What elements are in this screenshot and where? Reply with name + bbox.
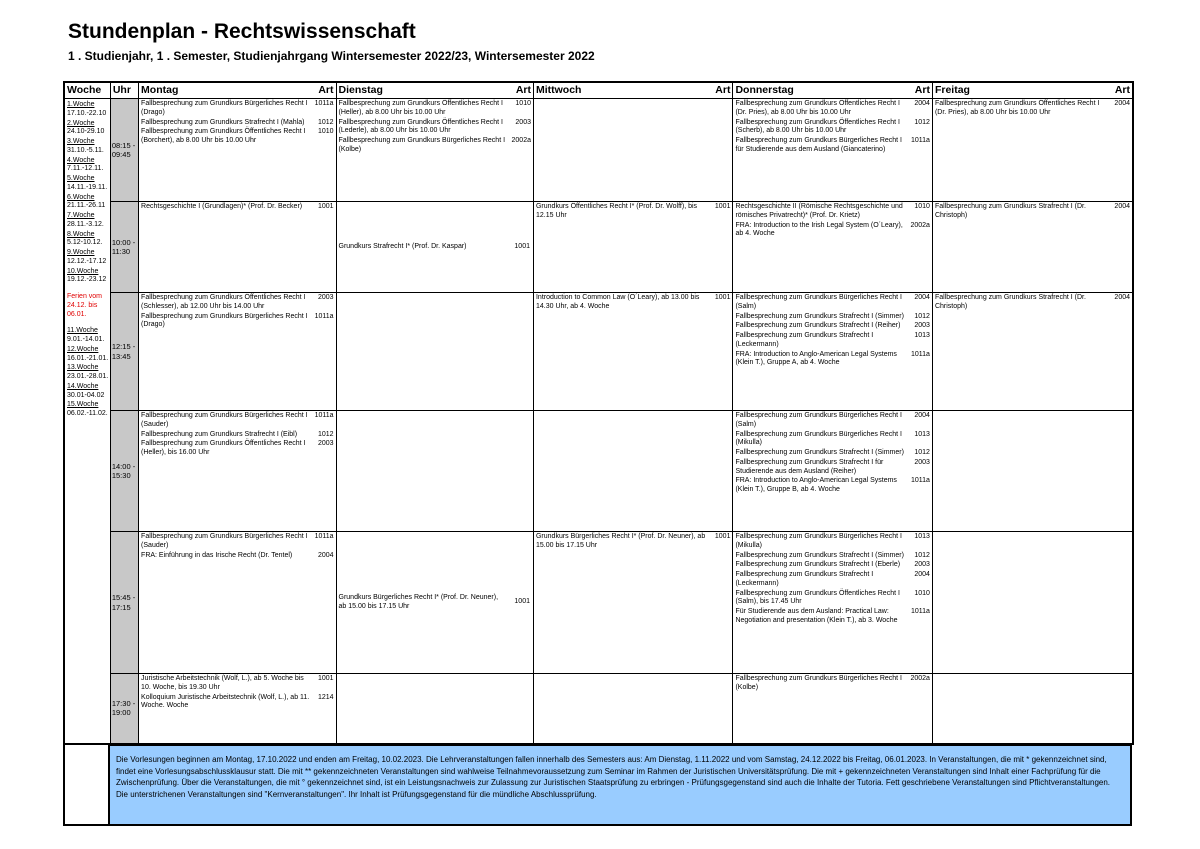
col-art: Art — [308, 82, 336, 99]
week-item — [67, 138, 109, 156]
time-slot-row — [64, 674, 1133, 744]
course-entry — [735, 552, 929, 561]
mittwoch-cell — [533, 202, 732, 293]
freitag-cell — [932, 411, 1133, 532]
montag-cell — [139, 99, 336, 202]
room-code: 1011a — [911, 350, 930, 358]
dienstag-cell — [336, 411, 533, 532]
week-label: 12.Woche — [67, 345, 99, 353]
room-code: 2003 — [914, 322, 930, 330]
course-entry — [735, 608, 929, 626]
time-cell: 12:15 - 13:45 — [110, 293, 138, 411]
course-entry — [141, 119, 333, 128]
week-label: 6.Woche — [67, 193, 95, 201]
donnerstag-cell — [733, 202, 932, 293]
col-art: Art — [902, 82, 932, 99]
course-text: Rechtsgeschichte II (Römische Rechtsgeschichte und römisches Privatrecht)* (Prof. Dr. Krietz) — [735, 203, 903, 219]
course-entry — [735, 431, 929, 449]
course-text: FRA: Introduction to the Irish Legal System (O´Leary), ab 4. Woche — [735, 221, 903, 238]
course-entry — [141, 675, 333, 693]
dienstag-art-cell — [505, 532, 533, 674]
course-text: Fallbesprechung zum Grundkurs Strafrecht I (Reiher) — [735, 322, 901, 330]
room-code: 2004 — [914, 294, 930, 302]
dienstag-cell — [336, 202, 505, 293]
donnerstag-cell — [733, 532, 932, 674]
col-donnerstag: Donnerstag — [733, 82, 902, 99]
col-art: Art — [505, 82, 533, 99]
course-text: Fallbesprechung zum Grundkurs Bürgerliches Recht I (Drago) — [141, 312, 308, 329]
course-text: Fallbesprechung zum Grundkurs Bürgerliches Recht I (Mikulla) — [735, 430, 902, 447]
room-code: 2003 — [317, 294, 334, 302]
donnerstag-cell — [733, 99, 932, 202]
room-code: 1012 — [317, 118, 334, 126]
week-item — [67, 401, 109, 419]
room-code: 2004 — [914, 571, 930, 579]
week-item — [67, 120, 109, 138]
course-text: Für Studierende aus dem Ausland: Practical Law: Negotiation and presentation (Klein T.), ab 3. Woche — [735, 608, 898, 624]
course-entry — [141, 100, 333, 118]
course-entry — [735, 313, 929, 322]
course-text: Fallbesprechung zum Grundkurs Öffentliches Recht I (Schlesser), ab 12.00 Uhr bis 14.00 Uhr — [141, 294, 306, 310]
course-text: Grundkurs Öffentliches Recht I* (Prof. Dr. Wolff), bis 12.15 Uhr — [535, 203, 698, 219]
week-dates: 16.01.-21.01. — [67, 354, 109, 362]
course-text: Fallbesprechung zum Grundkurs Öffentliches Recht I (Scherb), ab 8.00 Uhr bis 10.00 Uhr — [735, 118, 900, 135]
dienstag-art-cell — [505, 202, 533, 293]
week-dates: 28.11.-3.12. — [67, 220, 104, 228]
montag-cell — [139, 293, 336, 411]
course-entry: Grundkurs Strafrecht I* (Prof. Dr. Kaspar) — [338, 242, 467, 250]
room-code: 1011a — [314, 533, 334, 541]
course-text: Fallbesprechung zum Grundkurs Öffentliches Recht I (Lederle), ab 8.00 Uhr bis 10.00 Uhr — [338, 118, 503, 135]
course-text: Fallbesprechung zum Grundkurs Öffentliches Recht I (Borchert), ab 8.00 Uhr bis 10.00 Uhr — [141, 128, 306, 145]
week-item — [67, 194, 109, 212]
time-slot-row — [64, 202, 1133, 293]
week-item — [67, 268, 109, 286]
course-entry — [141, 294, 333, 312]
week-label: 11.Woche — [67, 327, 98, 335]
course-text: Grundkurs Bürgerliches Recht I* (Prof. Dr. Neuner), ab 15.00 bis 17.15 Uhr — [535, 533, 706, 549]
course-entry — [141, 431, 333, 440]
room-code: 1013 — [914, 533, 930, 541]
course-text: Fallbesprechung zum Grundkurs Öffentliches Recht I (Dr. Pries), ab 8.00 Uhr bis 10.00 Uhr — [934, 100, 1100, 116]
room-code: 1012 — [317, 430, 334, 438]
room-code: 2003 — [914, 458, 930, 466]
week-label: 8.Woche — [67, 230, 95, 238]
course-entry — [735, 203, 929, 221]
holiday-note: Ferien vom 24.12. bis 06.01. — [67, 293, 103, 318]
course-text: FRA: Einführung in das Irische Recht (Dr. Tentel) — [141, 551, 293, 559]
course-entry — [735, 533, 929, 551]
room-code: 1010 — [914, 203, 930, 211]
course-text: Rechtsgeschichte I (Grundlagen)* (Prof. Dr. Becker) — [141, 203, 303, 211]
course-entry — [735, 561, 929, 570]
room-code: 2002a — [511, 137, 531, 145]
course-text: FRA: Introduction to Anglo-American Legal Systems (Klein T.), Gruppe B, ab 4. Woche — [735, 477, 897, 494]
timetable — [63, 81, 1134, 745]
room-code: 1001 — [714, 533, 731, 541]
course-entry — [141, 440, 333, 458]
course-text: Fallbesprechung zum Grundkurs Bürgerliches Recht I (Salm) — [735, 412, 902, 428]
week-dates: 12.12.-17.12 — [67, 257, 107, 265]
mittwoch-cell — [533, 674, 732, 744]
room-code: 2004 — [1114, 294, 1130, 302]
week-label: 14.Woche — [67, 382, 99, 390]
course-text: Fallbesprechung zum Grundkurs Bürgerliches Recht I (Mikulla) — [735, 533, 902, 549]
week-label: 9.Woche — [67, 249, 95, 257]
course-text: Fallbesprechung zum Grundkurs Bürgerliches Recht I (Sauder) — [141, 533, 308, 549]
course-text: Fallbesprechung zum Grundkurs Bürgerliches Recht I (Drago) — [141, 100, 308, 116]
room-code: 1001 — [714, 294, 731, 302]
week-label: 7.Woche — [67, 212, 95, 220]
room-code: 2003 — [317, 440, 334, 448]
course-text: Fallbesprechung zum Grundkurs Strafrecht I (Mahla) — [141, 118, 305, 126]
course-text: Fallbesprechung zum Grundkurs Bürgerliches Recht I (Sauder) — [141, 412, 308, 428]
course-entry — [735, 294, 929, 312]
course-text: Fallbesprechung zum Grundkurs Strafrecht I (Leckermann) — [735, 571, 874, 587]
col-dienstag: Dienstag — [336, 82, 505, 99]
course-entry — [735, 351, 929, 369]
room-code: 1012 — [914, 449, 930, 457]
mittwoch-cell — [533, 99, 732, 202]
course-text: Fallbesprechung zum Grundkurs Strafrecht I (Leckermann) — [735, 332, 874, 348]
col-montag: Montag — [139, 82, 308, 99]
time-slot-row — [64, 99, 1133, 202]
course-text: Fallbesprechung zum Grundkurs Öffentliches Recht I (Heller), ab 8.00 Uhr bis 10.00 Uhr — [338, 100, 503, 116]
course-entry — [536, 294, 730, 312]
week-dates: 31.10.-5.11. — [67, 146, 104, 154]
footer-note: Die Vorlesungen beginnen am Montag, 17.10.2022 und enden am Freitag, 10.02.2023. Die Lehrveranstaltungen fallen innerhalb des Semesters aus: Am Dienstag, 1.11.2022 und vom Samstag, 24.12.2022 bis Freitag, 06.01.2023. In Veranstaltungen, die mit * gekennzeichnet sind, findet eine Vorlesungsabschlussklausur statt. Die mit ** gekennzeichneten Veranstaltungen sind wahlweise Teilnahmevoraussetzung zum Seminar im Rahmen der Juristischen Universitätsprüfung. Die mit + gekennzeichneten Veranstaltungen sind Inhalt einer Fachprüfung für die Zwischenprüfung. Über die Veranstaltungen, die mit ° gekennzeichnet sind, ist ein Leistungsnachweis zur Zulassung zur Juristischen Staatsprüfung zu erbringen - Prüfungsgegenstand sind auch die Inhalte der Tutoria. Fett geschriebene Veranstaltungen sind Pflichtveranstaltungen. Die unterstrichenen Veranstaltungen sind "Kernveranstaltungen". Ihr Inhalt ist Prüfungsgegenstand für die mündliche Abschlussprüfung. — [108, 744, 1132, 826]
course-entry — [735, 137, 929, 155]
room-code: 1013 — [914, 332, 930, 340]
footer-spacer — [63, 744, 109, 826]
course-text: Fallbesprechung zum Grundkurs Bürgerliches Recht I (Salm) — [735, 294, 902, 310]
room-code: 1013 — [914, 430, 930, 438]
week-dates: 21.11.-26.11 — [67, 202, 106, 210]
col-mittwoch: Mittwoch — [533, 82, 702, 99]
time-slot-row — [64, 293, 1133, 411]
col-freitag: Freitag — [932, 82, 1103, 99]
course-entry — [141, 694, 333, 712]
time-cell: 14:00 - 15:30 — [110, 411, 138, 532]
course-entry — [735, 449, 929, 458]
montag-cell — [139, 411, 336, 532]
course-text: Fallbesprechung zum Grundkurs Strafrecht I (Simmer) — [735, 312, 904, 320]
course-text: Fallbesprechung zum Grundkurs Strafrecht I für Studierende aus dem Ausland (Reiher) — [735, 458, 884, 475]
header-row — [64, 82, 1133, 99]
course-entry — [536, 203, 730, 221]
course-entry — [735, 459, 929, 477]
course-entry — [735, 119, 929, 137]
room-code: 1001 — [317, 203, 334, 211]
room-code: 1011a — [314, 312, 334, 320]
course-text: Fallbesprechung zum Grundkurs Öffentliches Recht I (Heller), bis 16.00 Uhr — [141, 440, 306, 457]
freitag-cell — [932, 202, 1133, 293]
room-code: 1001 — [714, 203, 731, 211]
room-code: 1010 — [317, 128, 334, 136]
time-cell: 08:15 - 09:45 — [110, 99, 138, 202]
course-entry — [735, 100, 929, 118]
room-code: 2004 — [914, 412, 930, 420]
week-label: 13.Woche — [67, 364, 99, 372]
room-code: 2002a — [910, 675, 930, 683]
course-text: Fallbesprechung zum Grundkurs Strafrecht I (Simmer) — [735, 551, 904, 559]
room-code: 1011a — [314, 412, 334, 420]
course-text: Introduction to Common Law (O´Leary), ab 13.00 bis 14.30 Uhr, ab 4. Woche — [535, 294, 700, 310]
dienstag-cell — [336, 674, 533, 744]
course-entry — [141, 552, 333, 561]
donnerstag-cell — [733, 411, 932, 532]
course-entry — [735, 222, 929, 240]
week-label: 15.Woche — [67, 401, 99, 409]
course-text: Fallbesprechung zum Grundkurs Strafrecht I (Eibl) — [141, 430, 298, 438]
time-cell: 17:30 - 19:00 — [110, 674, 138, 744]
week-dates: 19.12.-23.12 — [67, 276, 107, 284]
dienstag-cell — [336, 99, 533, 202]
course-text: Fallbesprechung zum Grundkurs Strafrecht I (Eberle) — [735, 561, 901, 569]
course-entry — [339, 100, 531, 118]
course-entry — [735, 675, 929, 693]
course-entry — [935, 203, 1130, 221]
mittwoch-cell — [533, 411, 732, 532]
room-code: 1012 — [914, 118, 930, 126]
time-slot-row — [64, 411, 1133, 532]
course-text: Fallbesprechung zum Grundkurs Bürgerliches Recht I (Kolbe) — [338, 137, 506, 153]
week-label: 5.Woche — [67, 175, 95, 183]
room-code: 1001 — [514, 242, 530, 250]
course-entry — [935, 294, 1130, 312]
week-item — [67, 175, 109, 193]
course-entry: Grundkurs Bürgerliches Recht I* (Prof. Dr. Neuner), ab 15.00 bis 17.15 Uhr — [338, 593, 499, 610]
time-cell: 15:45 - 17:15 — [110, 532, 138, 674]
week-label: 4.Woche — [67, 156, 95, 164]
course-text: FRA: Introduction to Anglo-American Legal Systems (Klein T.), Gruppe A, ab 4. Woche — [735, 350, 897, 367]
course-text: Fallbesprechung zum Grundkurs Strafrecht I (Simmer) — [735, 449, 904, 457]
course-entry — [536, 533, 730, 551]
week-dates: 14.11.-19.11. — [67, 183, 108, 191]
course-text: Fallbesprechung zum Grundkurs Bürgerliches Recht I (Kolbe) — [735, 675, 902, 691]
week-item — [67, 327, 109, 345]
week-item — [67, 346, 109, 364]
week-label: 3.Woche — [67, 138, 95, 146]
week-dates: 7.11.-12.11. — [67, 165, 104, 173]
time-slot-row — [64, 532, 1133, 674]
room-code: 2004 — [1114, 100, 1130, 108]
week-dates: 5.12-10.12. — [67, 239, 103, 247]
time-cell: 10:00 - 11:30 — [110, 202, 138, 293]
room-code: 2004 — [317, 551, 334, 559]
montag-cell — [139, 532, 336, 674]
course-entry — [339, 137, 531, 155]
week-label: 10.Woche — [67, 267, 99, 275]
room-code: 1011a — [911, 477, 930, 485]
montag-cell — [139, 674, 336, 744]
room-code: 1010 — [515, 100, 531, 108]
room-code: 1012 — [914, 312, 930, 320]
room-code: 1012 — [914, 551, 930, 559]
week-label: 2.Woche — [67, 119, 95, 127]
week-dates: 30.01-04.02 — [67, 391, 105, 399]
course-text: Juristische Arbeitstechnik (Wolf, L.), ab 5. Woche bis 10. Woche, bis 19.30 Uhr — [141, 675, 304, 691]
freitag-cell — [932, 532, 1133, 674]
montag-cell — [139, 202, 336, 293]
week-dates: 24.10-29.10 — [67, 128, 105, 136]
freitag-cell — [932, 293, 1133, 411]
course-entry — [735, 477, 929, 495]
course-text: Fallbesprechung zum Grundkurs Strafrecht I (Dr. Christoph) — [934, 294, 1086, 310]
room-code: 1011a — [911, 608, 930, 616]
course-entry — [735, 590, 929, 608]
week-dates: 17.10.-22.10 — [67, 109, 107, 117]
week-item — [67, 249, 109, 267]
week-dates: 23.01.-28.01. — [67, 373, 109, 381]
room-code: 2004 — [1114, 203, 1130, 211]
room-code: 1011a — [911, 137, 930, 145]
room-code: 2004 — [914, 100, 930, 108]
week-list — [64, 99, 110, 744]
week-item — [67, 101, 109, 119]
course-text: Kolloquium Juristische Arbeitstechnik (Wolf, L.), ab 11. Woche. Woche — [141, 693, 310, 710]
room-code: 2003 — [914, 561, 930, 569]
week-item — [67, 383, 109, 401]
course-entry — [735, 322, 929, 331]
page-title: Stundenplan - Rechtswissenschaft — [68, 20, 416, 43]
week-dates: 9.01.-14.01. — [67, 336, 105, 344]
freitag-cell — [932, 99, 1133, 202]
donnerstag-cell — [733, 674, 932, 744]
week-item — [67, 212, 109, 230]
donnerstag-cell — [733, 293, 932, 411]
room-code: 2003 — [515, 118, 531, 126]
page-subtitle: 1 . Studienjahr, 1 . Semester, Studienjahrgang Wintersemester 2022/23, Wintersemester 2022 — [68, 49, 595, 63]
room-code: 1011a — [314, 100, 334, 108]
room-code: 1214 — [317, 693, 334, 701]
mittwoch-cell — [533, 532, 732, 674]
mittwoch-cell — [533, 293, 732, 411]
course-entry — [935, 100, 1130, 118]
course-text: Fallbesprechung zum Grundkurs Öffentliches Recht I (Salm), bis 17.45 Uhr — [735, 589, 900, 606]
room-code: 2002a — [910, 221, 930, 229]
col-uhr: Uhr — [110, 82, 138, 99]
week-label: 1.Woche — [67, 101, 95, 109]
course-entry — [141, 533, 333, 551]
course-entry — [735, 571, 929, 589]
course-text: Fallbesprechung zum Grundkurs Strafrecht I (Dr. Christoph) — [934, 203, 1086, 219]
col-art: Art — [703, 82, 733, 99]
col-art: Art — [1104, 82, 1133, 99]
course-entry — [141, 128, 333, 146]
week-dates: 06.02.-11.02. — [67, 410, 108, 418]
week-item — [67, 364, 109, 382]
course-entry — [735, 332, 929, 350]
course-text: Fallbesprechung zum Grundkurs Öffentliches Recht I (Dr. Pries), ab 8.00 Uhr bis 10.00 Uhr — [735, 100, 900, 116]
room-code: 1001 — [514, 598, 530, 606]
course-text: Fallbesprechung zum Grundkurs Bürgerliches Recht I für Studierende aus dem Ausland (Giancaterino) — [735, 137, 902, 153]
dienstag-cell — [336, 532, 505, 674]
dienstag-cell — [336, 293, 533, 411]
week-item — [67, 157, 109, 175]
course-entry — [735, 412, 929, 430]
room-code: 1001 — [317, 675, 334, 683]
freitag-cell — [932, 674, 1133, 744]
course-entry — [339, 119, 531, 137]
course-entry — [141, 412, 333, 430]
col-woche: Woche — [64, 82, 110, 99]
week-item — [67, 231, 109, 249]
room-code: 1010 — [914, 589, 930, 597]
course-entry — [141, 203, 333, 212]
course-entry — [141, 313, 333, 331]
